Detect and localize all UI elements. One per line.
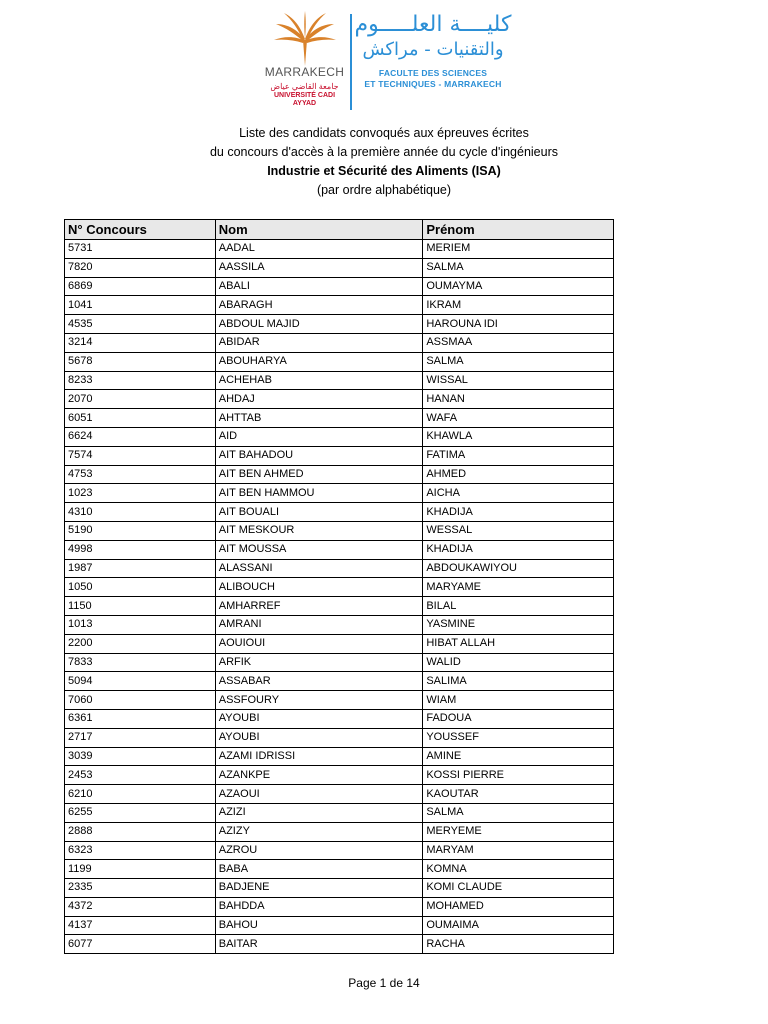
table-row (65, 427, 614, 446)
table-row (65, 484, 614, 503)
faculty-french-line2: ET TECHNIQUES - MARRAKECH (364, 79, 502, 89)
cell-name: ARFIK (215, 653, 423, 672)
cell-name: ABDOUL MAJID (215, 315, 423, 334)
cell-name: ALIBOUCH (215, 578, 423, 597)
table-row (65, 409, 614, 428)
cell-name: AHDAJ (215, 390, 423, 409)
table-row (65, 879, 614, 898)
column-header-name: Nom (215, 220, 423, 240)
faculty-name (354, 10, 512, 90)
cell-number: 1150 (65, 597, 216, 616)
cell-number: 1023 (65, 484, 216, 503)
cell-name: BAHOU (215, 916, 423, 935)
cell-firstname: HAROUNA IDI (423, 315, 614, 334)
cell-name: AIT BEN HAMMOU (215, 484, 423, 503)
cell-firstname: AHMED (423, 465, 614, 484)
cell-name: ABARAGH (215, 296, 423, 315)
table-row (65, 559, 614, 578)
cell-name: BABA (215, 860, 423, 879)
cell-firstname: FATIMA (423, 446, 614, 465)
title-line-4: (par ordre alphabétique) (316, 183, 452, 197)
cell-number: 6077 (65, 935, 216, 954)
table-row (65, 822, 614, 841)
cell-number: 2335 (65, 879, 216, 898)
cell-number: 6210 (65, 785, 216, 804)
table-row (65, 709, 614, 728)
column-header-number: N° Concours (65, 220, 216, 240)
table-row (65, 540, 614, 559)
cell-number: 2070 (65, 390, 216, 409)
page-number: Page 1 de 14 (348, 976, 420, 990)
cell-name: ASSABAR (215, 672, 423, 691)
cell-name: BAHDDA (215, 897, 423, 916)
cell-firstname: KHAWLA (423, 427, 614, 446)
table-row (65, 672, 614, 691)
cell-number: 1041 (65, 296, 216, 315)
cell-firstname: YOUSSEF (423, 728, 614, 747)
cell-firstname: KOSSI PIERRE (423, 766, 614, 785)
cell-number: 6624 (65, 427, 216, 446)
table-row (65, 333, 614, 352)
table-row (65, 634, 614, 653)
cell-firstname: SALIMA (423, 672, 614, 691)
table-row (65, 277, 614, 296)
cell-firstname: KOMNA (423, 860, 614, 879)
cell-number: 3039 (65, 747, 216, 766)
cell-number: 6361 (65, 709, 216, 728)
table-row (65, 897, 614, 916)
cell-firstname: MERYEME (423, 822, 614, 841)
cell-firstname: HIBAT ALLAH (423, 634, 614, 653)
cell-number: 2888 (65, 822, 216, 841)
table-row (65, 521, 614, 540)
cell-number: 4137 (65, 916, 216, 935)
cell-number: 7574 (65, 446, 216, 465)
logo-arabic-name: جامعة القاضي عياض (270, 82, 339, 91)
cell-firstname: MERIEM (423, 240, 614, 259)
table-row (65, 653, 614, 672)
palm-logo-icon (270, 10, 340, 68)
cell-number: 7833 (65, 653, 216, 672)
table-row (65, 803, 614, 822)
table-header-row (65, 220, 614, 240)
cell-firstname: MARYAM (423, 841, 614, 860)
cell-number: 5678 (65, 352, 216, 371)
cell-firstname: BILAL (423, 597, 614, 616)
table-row (65, 747, 614, 766)
cell-firstname: OUMAIMA (423, 916, 614, 935)
cell-number: 2453 (65, 766, 216, 785)
cell-firstname: KHADIJA (423, 503, 614, 522)
cell-firstname: WISSAL (423, 371, 614, 390)
table-row (65, 315, 614, 334)
cell-number: 4372 (65, 897, 216, 916)
logo-university-name: UNIVERSITÉ CADI AYYAD (273, 92, 336, 107)
cell-name: AZIZI (215, 803, 423, 822)
cell-name: AZIZY (215, 822, 423, 841)
cell-name: AMHARREF (215, 597, 423, 616)
cell-name: AZROU (215, 841, 423, 860)
table-row (65, 916, 614, 935)
table-row (65, 390, 614, 409)
cell-number: 4310 (65, 503, 216, 522)
table-row (65, 578, 614, 597)
university-logo (262, 10, 347, 110)
cell-number: 1987 (65, 559, 216, 578)
cell-name: BADJENE (215, 879, 423, 898)
cell-number: 1050 (65, 578, 216, 597)
cell-firstname: YASMINE (423, 615, 614, 634)
cell-firstname: RACHA (423, 935, 614, 954)
cell-name: AASSILA (215, 258, 423, 277)
cell-name: AIT BAHADOU (215, 446, 423, 465)
cell-number: 2200 (65, 634, 216, 653)
cell-name: AIT MESKOUR (215, 521, 423, 540)
document-title-block (0, 124, 768, 200)
faculty-french-line1: FACULTE DES SCIENCES (378, 68, 488, 78)
cell-name: ABALI (215, 277, 423, 296)
cell-firstname: MOHAMED (423, 897, 614, 916)
table-row (65, 597, 614, 616)
candidates-table (64, 219, 614, 954)
table-row (65, 465, 614, 484)
title-line-1: Liste des candidats convoqués aux épreuves écrites (239, 126, 529, 140)
header-divider (350, 14, 352, 110)
cell-name: AZANKPE (215, 766, 423, 785)
cell-number: 3214 (65, 333, 216, 352)
table-row (65, 841, 614, 860)
table-row (65, 935, 614, 954)
cell-firstname: WAFA (423, 409, 614, 428)
table-row (65, 240, 614, 259)
table-row (65, 503, 614, 522)
table-row (65, 371, 614, 390)
cell-number: 4998 (65, 540, 216, 559)
cell-name: ACHEHAB (215, 371, 423, 390)
cell-name: ASSFOURY (215, 691, 423, 710)
cell-firstname: KHADIJA (423, 540, 614, 559)
cell-firstname: HANAN (423, 390, 614, 409)
cell-number: 1199 (65, 860, 216, 879)
cell-name: BAITAR (215, 935, 423, 954)
table-row (65, 785, 614, 804)
cell-firstname: AICHA (423, 484, 614, 503)
table-row (65, 258, 614, 277)
cell-number: 6869 (65, 277, 216, 296)
cell-firstname: OUMAYMA (423, 277, 614, 296)
cell-number: 5094 (65, 672, 216, 691)
cell-name: AIT MOUSSA (215, 540, 423, 559)
cell-firstname: ASSMAA (423, 333, 614, 352)
cell-number: 5190 (65, 521, 216, 540)
cell-name: ABIDAR (215, 333, 423, 352)
cell-name: AHTTAB (215, 409, 423, 428)
cell-firstname: SALMA (423, 803, 614, 822)
cell-number: 2717 (65, 728, 216, 747)
cell-number: 1013 (65, 615, 216, 634)
cell-name: AMRANI (215, 615, 423, 634)
program-title: Industrie et Sécurité des Aliments (ISA) (267, 164, 501, 178)
cell-firstname: FADOUA (423, 709, 614, 728)
cell-name: AOUIOUI (215, 634, 423, 653)
cell-firstname: KOMI CLAUDE (423, 879, 614, 898)
table-row (65, 766, 614, 785)
cell-number: 8233 (65, 371, 216, 390)
faculty-arabic-line2: والتقنيات - مراكش (362, 39, 504, 60)
cell-number: 4535 (65, 315, 216, 334)
cell-number: 6323 (65, 841, 216, 860)
cell-name: AYOUBI (215, 709, 423, 728)
column-header-firstname: Prénom (423, 220, 614, 240)
table-row (65, 446, 614, 465)
header (262, 10, 512, 110)
cell-firstname: MARYAME (423, 578, 614, 597)
cell-number: 7820 (65, 258, 216, 277)
cell-name: AADAL (215, 240, 423, 259)
title-line-2: du concours d'accès à la première année du cycle d'ingénieurs (209, 145, 559, 159)
cell-firstname: SALMA (423, 352, 614, 371)
cell-firstname: AMINE (423, 747, 614, 766)
cell-number: 7060 (65, 691, 216, 710)
cell-name: AID (215, 427, 423, 446)
table-row (65, 352, 614, 371)
cell-name: ALASSANI (215, 559, 423, 578)
cell-name: AYOUBI (215, 728, 423, 747)
cell-firstname: KAOUTAR (423, 785, 614, 804)
logo-city-name: MARRAKECH (264, 65, 345, 79)
cell-firstname: SALMA (423, 258, 614, 277)
cell-firstname: WIAM (423, 691, 614, 710)
table-row (65, 691, 614, 710)
cell-name: AZAMI IDRISSI (215, 747, 423, 766)
faculty-arabic-line1: كليــــة العلـــــوم (354, 12, 512, 37)
cell-number: 6051 (65, 409, 216, 428)
cell-name: AIT BEN AHMED (215, 465, 423, 484)
cell-name: AZAOUI (215, 785, 423, 804)
table-row (65, 860, 614, 879)
cell-firstname: WALID (423, 653, 614, 672)
table-row (65, 296, 614, 315)
cell-firstname: IKRAM (423, 296, 614, 315)
cell-name: AIT BOUALI (215, 503, 423, 522)
table-row (65, 615, 614, 634)
cell-name: ABOUHARYA (215, 352, 423, 371)
cell-number: 4753 (65, 465, 216, 484)
table-row (65, 728, 614, 747)
cell-firstname: ABDOUKAWIYOU (423, 559, 614, 578)
cell-firstname: WESSAL (423, 521, 614, 540)
cell-number: 6255 (65, 803, 216, 822)
cell-number: 5731 (65, 240, 216, 259)
